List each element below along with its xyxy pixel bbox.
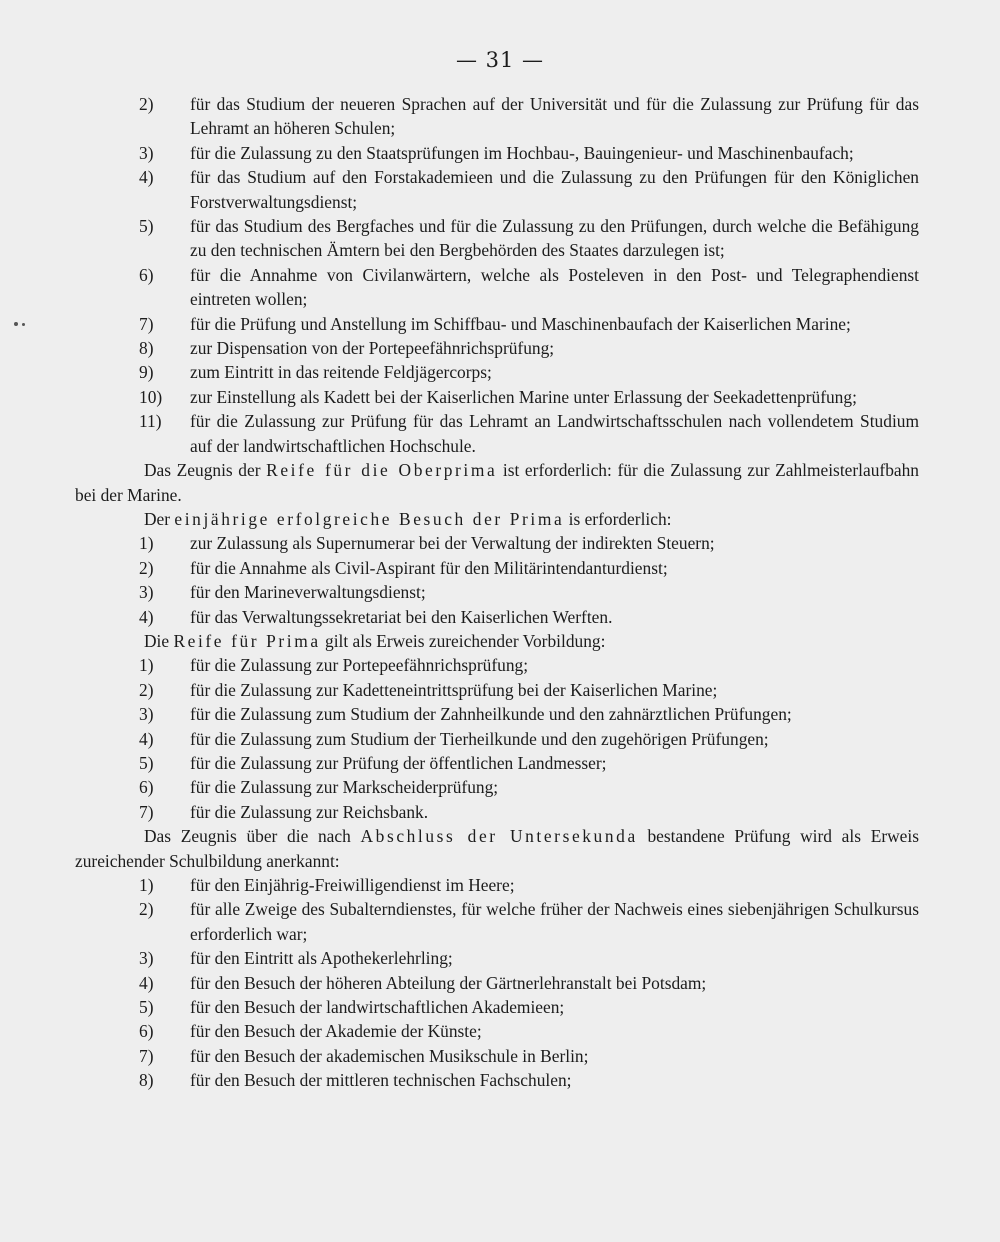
list-item — [75, 360, 919, 384]
paragraph-untersekunda-post: bestandene Prüfung wird als Erweis zureichender Schulbildung anerkannt: — [75, 826, 919, 871]
list-item-number: 1) — [139, 875, 154, 895]
list-item-text: für die Annahme als Civil-Aspirant für den Militärintendanturdienst; — [190, 557, 668, 578]
list-item-number: 1) — [139, 655, 154, 676]
list-item-text: zur Dispensation von der Portepeefähnrichsprüfung; — [190, 338, 555, 359]
paragraph-reife-prima-pre: Die — [144, 630, 174, 651]
list-item-number: 7) — [139, 313, 154, 334]
list-item-number: 4) — [139, 167, 154, 188]
list-item — [75, 946, 919, 970]
list-item — [75, 1019, 919, 1043]
list-item-text: für den Einjährig-Freiwilligendienst im Heere; — [190, 875, 515, 895]
list-item-text: für den Marineverwaltungsdienst; — [190, 582, 426, 603]
list-item — [75, 727, 919, 751]
list-item — [75, 1068, 919, 1092]
list-requirements-prima — [75, 531, 919, 629]
list-item — [75, 312, 919, 336]
list-item — [75, 702, 919, 726]
paragraph-oberprima-post: ist erforderlich: für die Zulassung zur Zahlmeisterlaufbahn bei der Marine. — [75, 460, 920, 505]
list-item-number: 10) — [139, 386, 163, 407]
paragraph-untersekunda — [75, 824, 919, 873]
list-item-text: für den Besuch der Akademie der Künste; — [190, 1021, 482, 1042]
list-item-number: 8) — [139, 338, 154, 359]
list-item-text: für den Besuch der akademischen Musikschule in Berlin; — [190, 1045, 589, 1066]
list-item — [75, 653, 919, 677]
list-requirements-untersekunda — [75, 873, 919, 1093]
paragraph-reife-prima-spaced: Reife für Prima — [173, 630, 321, 651]
list-item-text: für die Zulassung zur Prüfung der öffentlichen Landmesser; — [190, 752, 607, 773]
list-item — [75, 800, 919, 824]
list-item-text: für den Eintritt als Apothekerlehrling; — [190, 948, 453, 969]
list-item — [75, 580, 919, 604]
paragraph-oberprima — [75, 458, 919, 507]
list-item-number: 4) — [139, 972, 154, 993]
list-item-number: 7) — [139, 801, 154, 822]
list-item-number: 2) — [139, 679, 154, 700]
list-item-number: 11) — [139, 411, 162, 432]
paragraph-oberprima-spaced: Reife für die Oberprima — [266, 460, 498, 481]
list-item-text: für die Annahme von Civilanwärtern, welche als Posteleven in den Post- und Telegraphendienst eintreten wollen; — [190, 264, 919, 310]
list-item-number: 8) — [139, 1070, 154, 1091]
list-item — [75, 336, 919, 360]
list-item — [75, 897, 919, 946]
list-item-number: 1) — [139, 533, 154, 554]
list-item — [75, 995, 919, 1019]
paragraph-oberprima-pre: Das Zeugnis der — [144, 460, 267, 481]
page-content — [75, 92, 919, 1093]
list-item — [75, 263, 919, 312]
list-item-number: 6) — [139, 264, 154, 285]
list-item-number: 6) — [139, 1021, 154, 1042]
list-item-text: für alle Zweige des Subalterndienstes, für welche früher der Nachweis eines siebenjährigen Schulkursus erforderlich war; — [190, 899, 919, 944]
list-item — [75, 1044, 919, 1068]
list-item-number: 3) — [139, 142, 154, 163]
list-item — [75, 775, 919, 799]
list-requirements-reife-prima — [75, 653, 919, 824]
paragraph-prima-post: is erforderlich: — [564, 508, 672, 529]
paragraph-reife-prima-post: gilt als Erweis zureichender Vorbildung: — [320, 630, 606, 651]
list-item-text: für die Zulassung zur Portepeefähnrichsprüfung; — [190, 655, 529, 676]
list-item-number: 6) — [139, 777, 154, 798]
list-item — [75, 92, 919, 141]
list-item-text: für das Studium des Bergfaches und für die Zulassung zu den Prüfungen, durch welche die Befähigung zu den technischen Ämtern bei den Bergbehörden des Staates darzulegen ist; — [190, 216, 919, 261]
list-item-number: 5) — [139, 216, 154, 237]
list-item-number: 3) — [139, 704, 154, 725]
list-item-number: 4) — [139, 728, 154, 749]
list-item — [75, 971, 919, 995]
list-item — [75, 556, 919, 580]
list-item-number: 4) — [139, 606, 154, 627]
list-item-text: zum Eintritt in das reitende Feldjägercorps; — [190, 362, 492, 383]
list-item — [75, 165, 919, 214]
list-item-number: 5) — [139, 752, 154, 773]
list-item-text: für den Besuch der landwirtschaftlichen Akademieen; — [190, 997, 565, 1018]
list-item-text: für die Zulassung zu den Staatsprüfungen im Hochbau-, Bauingenieur- und Maschinenbaufach; — [190, 142, 854, 163]
list-item — [75, 678, 919, 702]
paragraph-prima-spaced: einjährige erfolgreiche Besuch der Prima — [174, 508, 565, 529]
list-item-number: 5) — [139, 997, 154, 1018]
list-item-text: für die Zulassung zur Prüfung für das Lehramt an Landwirtschaftsschulen nach vollendetem Studium auf der landwirtschaftlichen Hochschule. — [190, 411, 919, 456]
list-item-text: für den Besuch der mittleren technischen Fachschulen; — [190, 1070, 572, 1091]
list-item-text: für den Besuch der höheren Abteilung der Gärtnerlehranstalt bei Potsdam; — [190, 972, 707, 993]
scan-speck — [22, 323, 25, 326]
list-item-number: 3) — [139, 948, 154, 969]
paragraph-prima — [75, 507, 919, 531]
paragraph-untersekunda-pre: Das Zeugnis über die nach — [144, 826, 361, 847]
list-item-text: für die Prüfung und Anstellung im Schiffbau- und Maschinenbaufach der Kaiserlichen Marine; — [190, 313, 851, 334]
list-item-text: für das Verwaltungssekretariat bei den Kaiserlichen Werften. — [190, 606, 613, 627]
list-item — [75, 385, 919, 409]
list-requirements-reifezeugnis — [75, 92, 919, 458]
paragraph-untersekunda-spaced: Abschluss der Untersekunda — [360, 826, 638, 847]
list-item-number: 2) — [139, 94, 154, 114]
list-item — [75, 141, 919, 165]
list-item-text: für die Zulassung zur Kadetteneintrittsprüfung bei der Kaiserlichen Marine; — [190, 679, 718, 700]
list-item — [75, 751, 919, 775]
page-number: — 31 — — [455, 48, 545, 72]
list-item — [75, 214, 919, 263]
list-item-text: für das Studium der neueren Sprachen auf der Universität und für die Zulassung zur Prüfung für das Lehramt an höheren Schulen; — [190, 94, 919, 139]
list-item-number: 9) — [139, 362, 154, 383]
list-item — [75, 409, 919, 458]
list-item-text: für die Zulassung zum Studium der Zahnheilkunde und den zahnärztlichen Prüfungen; — [190, 704, 792, 725]
list-item — [75, 531, 919, 555]
list-item — [75, 873, 919, 897]
list-item-number: 3) — [139, 582, 154, 603]
list-item-number: 2) — [139, 557, 154, 578]
list-item-text: zur Zulassung als Supernumerar bei der Verwaltung der indirekten Steuern; — [190, 533, 715, 554]
list-item-text: für die Zulassung zur Reichsbank. — [190, 801, 429, 822]
scan-speck — [14, 322, 18, 326]
list-item-text: für das Studium auf den Forstakademieen und die Zulassung zu den Prüfungen für den Königlichen Forstverwaltungsdienst; — [190, 167, 919, 212]
list-item-number: 7) — [139, 1045, 154, 1066]
list-item-number: 2) — [139, 899, 154, 920]
paragraph-reife-prima — [75, 629, 919, 653]
paragraph-prima-pre: Der — [144, 508, 175, 529]
list-item-text: für die Zulassung zum Studium der Tierheilkunde und den zugehörigen Prüfungen; — [190, 728, 769, 749]
list-item — [75, 605, 919, 629]
list-item-text: zur Einstellung als Kadett bei der Kaiserlichen Marine unter Erlassung der Seekadettenprüfung; — [190, 386, 857, 407]
list-item-text: für die Zulassung zur Markscheiderprüfung; — [190, 777, 499, 798]
